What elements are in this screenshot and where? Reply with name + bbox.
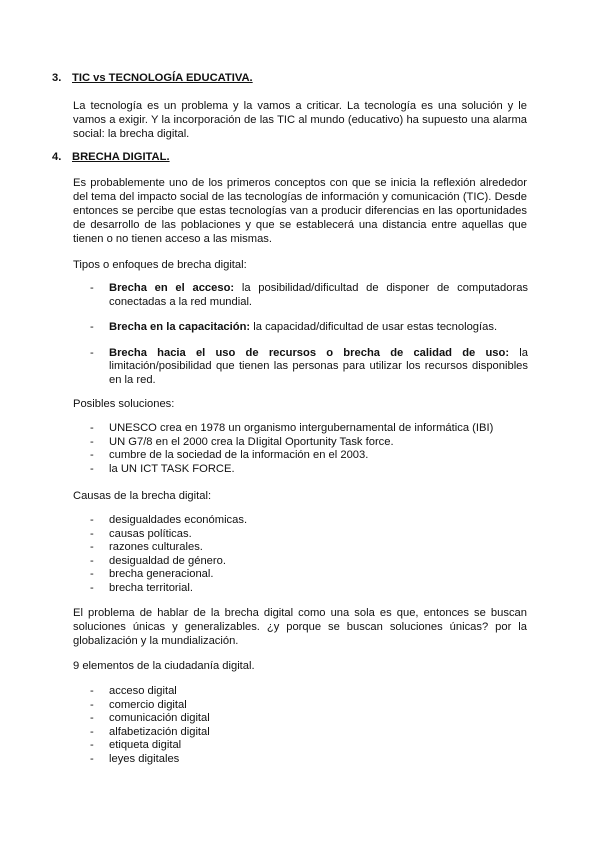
type-term: Brecha en la capacitación: — [109, 321, 251, 333]
section-3-number: 3. — [52, 72, 62, 84]
list-item: - comunicación digital — [90, 712, 210, 724]
section-3-paragraph: La tecnología es un problema y la vamos a criticar. La tecnología es una solución y le vamos a exigir. Y la incorporación de las TIC al mundo (educativo) ha supuesto una alarma social: la brecha digital. — [73, 100, 527, 140]
bullet-dash: - — [90, 698, 94, 711]
type-text: la capacidad/dificultad de usar estas tecnologías. — [250, 321, 498, 333]
list-item — [90, 347, 528, 388]
causes-label: Causas de la brecha digital: — [73, 490, 212, 502]
bullet-dash: - — [90, 541, 94, 553]
elements-label: 9 elementos de la ciudadanía digital. — [73, 660, 255, 672]
bullet-dash: - — [90, 422, 94, 434]
list-item: - causas políticas. — [90, 527, 192, 540]
bullet-dash: - — [90, 514, 94, 526]
section-3-heading — [52, 72, 253, 84]
section-4-number: 4. — [52, 151, 62, 163]
section-4-intro: Es probablemente uno de los primeros conceptos con que se inicia la reflexión alrededor del tema del impacto social de las tecnologías de información y comunicación (TIC). Desde entonces se percibe que estas tecnologías van a producir diferencias en las oportunidades de desarrollo de las poblaciones y que se establecerá una distancia entre aquellas que tienen o no tienen acceso a las mismas. — [73, 177, 527, 245]
bullet-dash: - — [90, 282, 94, 294]
bullet-dash: - — [90, 712, 94, 724]
bullet-dash: - — [90, 752, 94, 765]
list-item: - cumbre de la sociedad de la información en el 2003. — [90, 449, 369, 461]
bullet-dash: - — [90, 725, 94, 738]
section-3-title: TIC vs TECNOLOGÍA EDUCATIVA. — [72, 72, 253, 84]
list-item: - brecha generacional. — [90, 568, 214, 580]
section-4-title: BRECHA DIGITAL. — [72, 151, 170, 163]
list-item — [90, 321, 528, 335]
list-item — [90, 282, 528, 309]
list-item: - desigualdades económicas. — [90, 514, 248, 526]
type-term: Brecha hacia el uso de recursos o brecha de calidad de uso: — [109, 346, 510, 359]
bullet-dash: - — [90, 435, 94, 448]
list-item: - UNESCO crea en 1978 un organismo intergubernamental de informática (IBI) — [90, 422, 494, 434]
bullet-dash: - — [90, 527, 94, 540]
elements-list — [90, 685, 528, 766]
problem-paragraph: El problema de hablar de la brecha digital como una sola es que, entonces se buscan soluciones únicas y generalizables. ¿y porque se buscan soluciones únicas? por la globalización y la mundialización. — [73, 607, 527, 647]
type-text: la limitación/posibilidad que tienen las personas para utilizar los recursos disponibles en la red. — [109, 346, 528, 386]
list-item: - razones culturales. — [90, 541, 203, 553]
list-item: - la UN ICT TASK FORCE. — [90, 462, 235, 475]
list-item: - alfabetización digital — [90, 725, 210, 738]
section-4-heading — [52, 151, 170, 163]
causes-list — [90, 514, 528, 595]
list-item: - UN G7/8 en el 2000 crea la DIigital Oportunity Task force. — [90, 435, 394, 448]
bullet-dash: - — [90, 449, 94, 461]
list-item: - brecha territorial. — [90, 581, 193, 594]
list-item: - comercio digital — [90, 698, 187, 711]
bullet-dash: - — [90, 554, 94, 567]
list-item: - leyes digitales — [90, 752, 180, 765]
bullet-dash: - — [90, 346, 94, 359]
solutions-label: Posibles soluciones: — [73, 398, 175, 410]
list-item: - acceso digital — [90, 685, 177, 697]
list-item: - etiqueta digital — [90, 739, 182, 751]
list-item: - desigualdad de género. — [90, 554, 226, 567]
bullet-dash: - — [90, 581, 94, 594]
types-list — [90, 282, 528, 399]
solutions-list — [90, 422, 528, 476]
bullet-dash: - — [90, 739, 94, 751]
bullet-dash: - — [90, 568, 94, 580]
bullet-dash: - — [90, 321, 94, 333]
type-text: la posibilidad/dificultad de disponer de computadoras conectadas a la red mundial. — [109, 282, 529, 308]
bullet-dash: - — [90, 462, 94, 475]
types-label: Tipos o enfoques de brecha digital: — [73, 259, 247, 271]
type-term: Brecha en el acceso: — [109, 282, 235, 294]
bullet-dash: - — [90, 685, 94, 697]
